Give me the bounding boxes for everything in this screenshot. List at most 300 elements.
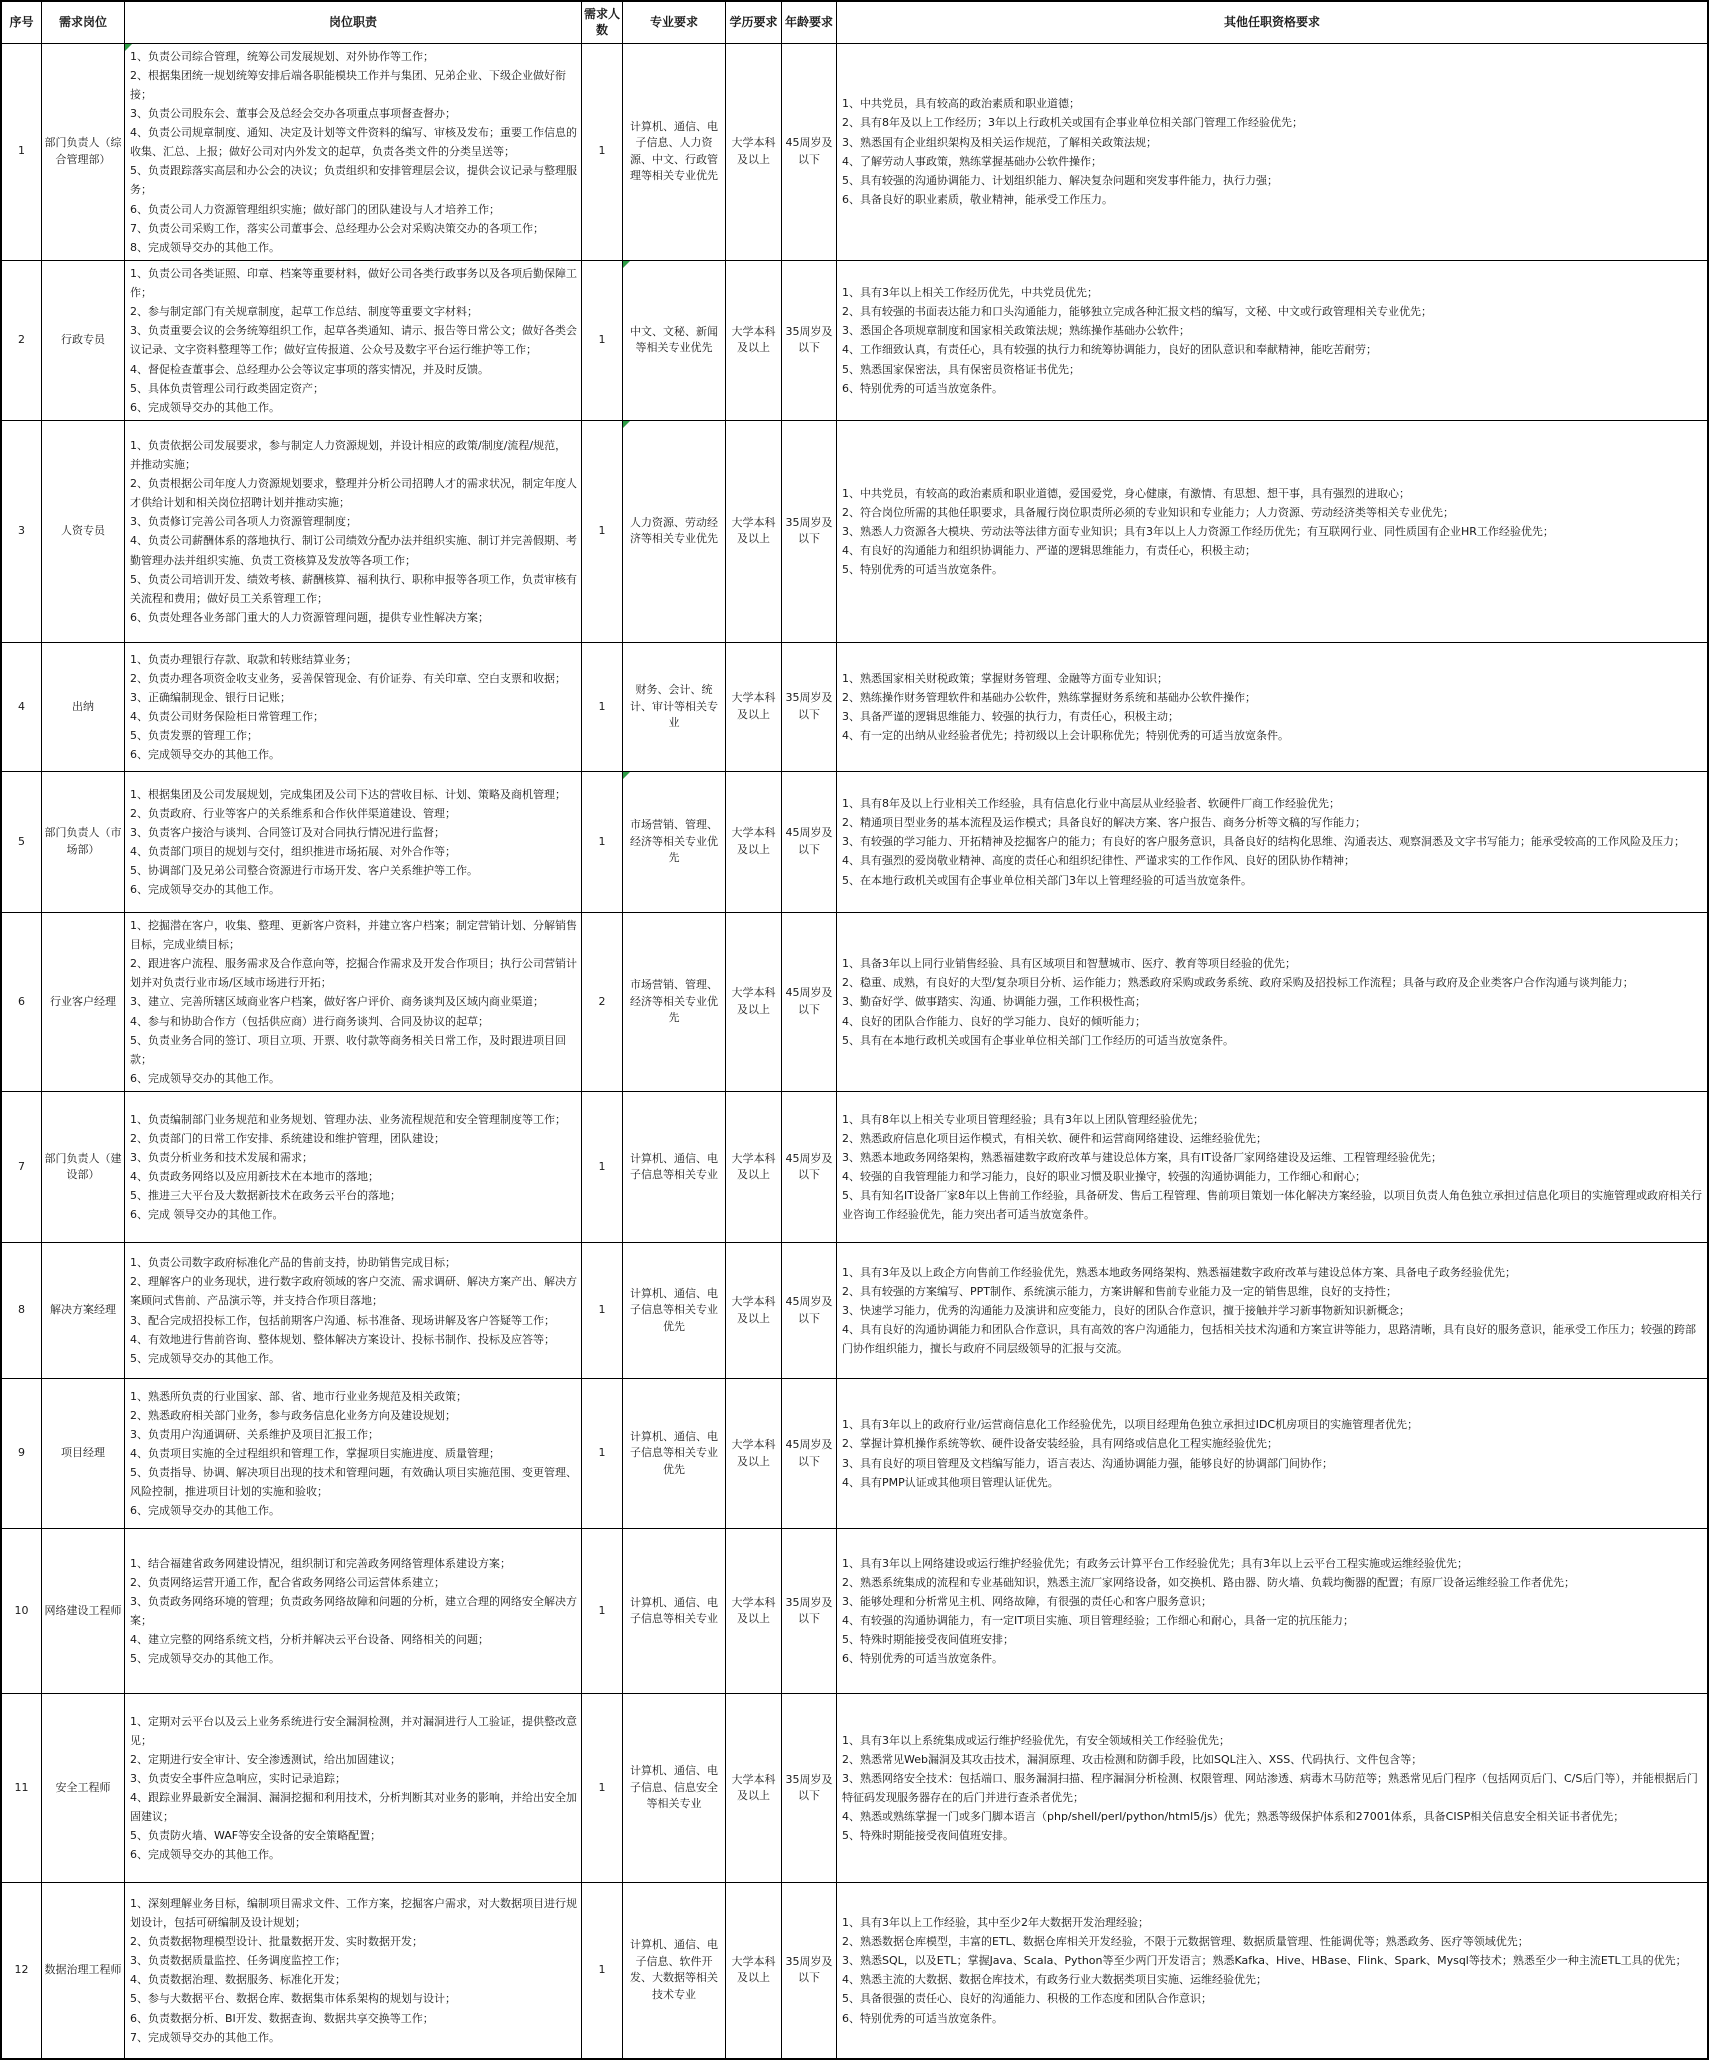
cell-position xyxy=(42,43,125,260)
cell-no xyxy=(1,912,42,1091)
text-line: 2、参与制定部门有关规章制度，起草工作总结、制度等重要文字材料； xyxy=(130,305,478,319)
cell-count-text: 1 xyxy=(598,333,606,347)
cell-major xyxy=(623,1694,726,1883)
text-line: 1、具备3年以上同行业销售经验、具有区域项目和智慧城市、医疗、教育等项目经验的优先； xyxy=(842,957,1296,971)
text-line: 5、负责防火墙、WAF等安全设备的安全策略配置； xyxy=(130,1829,382,1843)
cell-major-text: 计算机、通信、电子信息等相关专业 xyxy=(630,1151,718,1181)
text-line: 4、熟悉主流的大数据、数据仓库技术，有政务行业大数据类项目实施、运维经验优先； xyxy=(842,1973,1267,1987)
cell-major xyxy=(623,642,726,771)
cell-education-text: 大学本科及以上 xyxy=(731,1954,776,1985)
cell-count-text: 1 xyxy=(598,524,606,538)
text-line: 1、负责办理银行存款、取款和转账结算业务； xyxy=(130,652,357,666)
text-line: 3、熟悉网络安全技术：包括端口、服务漏洞扫描、程序漏洞分析检测、权限管理、网站渗透、病毒木马防范等；熟悉常见后门程序（包括网页后门、C/S后门等），并能根据后门特征码发现服务器存在的后门并进行查杀者优先； xyxy=(842,1771,1698,1804)
cell-position-text: 部门负责人（综合管理部） xyxy=(44,136,122,166)
text-line: 2、负责部门的日常工作安排、系统建设和维护管理，团队建设； xyxy=(130,1131,445,1145)
cell-education xyxy=(726,1694,782,1883)
cell-other xyxy=(837,912,1709,1091)
cell-position-text: 部门负责人（建设部） xyxy=(44,1151,122,1181)
cell-other xyxy=(837,1529,1709,1694)
cell-duties xyxy=(125,1092,582,1243)
cell-age-text: 45周岁及以下 xyxy=(785,826,833,856)
cell-count-text: 1 xyxy=(598,1446,606,1460)
cell-no xyxy=(1,1883,42,2059)
cell-education xyxy=(726,1092,782,1243)
cell-education-text: 大学本科及以上 xyxy=(731,986,776,1016)
cell-other xyxy=(837,1883,1709,2059)
cell-position xyxy=(42,1529,125,1694)
cell-education xyxy=(726,420,782,642)
cell-duties xyxy=(125,1529,582,1694)
cell-education-text: 大学本科及以上 xyxy=(731,1295,776,1325)
text-line: 1、具有3年及以上政企方向售前工作经验优先，熟悉本地政务网络架构、熟悉福建数字政府改革与建设总体方案、具备电子政务经验优先； xyxy=(842,1265,1516,1279)
header-age: 年龄要求 xyxy=(782,1,837,43)
cell-age xyxy=(782,642,837,771)
text-line: 2、跟进客户流程、服务需求及合作意向等，挖掘合作需求及开发合作项目；执行公司营销计划并对负责行业市场/区域市场进行开拓； xyxy=(130,957,577,990)
text-line: 4、负责项目实施的全过程组织和管理工作，掌握项目实施进度、质量管理； xyxy=(130,1446,500,1460)
cell-count xyxy=(582,43,623,260)
text-line: 2、负责根据公司年度人力资源规划要求，整理并分析公司招聘人才的需求状况，制定年度人才供给计划和相关岗位招聘计划并推动实施； xyxy=(130,477,577,510)
cell-no xyxy=(1,642,42,771)
cell-no-text: 5 xyxy=(18,834,25,848)
text-line: 1、具有8年以上相关专业项目管理经验；具有3年以上团队管理经验优先； xyxy=(842,1112,1204,1126)
cell-no xyxy=(1,1092,42,1243)
text-line: 6、负责数据分析、BI开发、数据查询、数据共享交换等工作； xyxy=(130,2011,434,2025)
cell-position xyxy=(42,1092,125,1243)
cell-major xyxy=(623,1529,726,1694)
cell-age-text: 45周岁及以下 xyxy=(785,1151,833,1181)
cell-count xyxy=(582,1243,623,1379)
header-row xyxy=(1,1,1708,43)
cell-count xyxy=(582,1529,623,1694)
cell-age xyxy=(782,1694,837,1883)
text-line: 5、参与大数据平台、数据仓库、数据集市体系架构的规划与设计； xyxy=(130,1992,456,2006)
text-line: 7、完成领导交办的其他工作。 xyxy=(130,2030,280,2044)
text-line: 5、在本地行政机关或国有企事业单位相关部门3年以上管理经验的可适当放宽条件。 xyxy=(842,873,1252,887)
text-line: 2、熟练操作财务管理软件和基础办公软件，熟练掌握财务系统和基础办公软件操作； xyxy=(842,690,1256,704)
header-other: 其他任职资格要求 xyxy=(837,1,1709,43)
cell-education-text: 大学本科及以上 xyxy=(731,1151,776,1181)
cell-major xyxy=(623,1883,726,2059)
cell-major xyxy=(623,912,726,1091)
cell-age-text: 45周岁及以下 xyxy=(785,136,833,166)
cell-age xyxy=(782,1092,837,1243)
text-line: 4、了解劳动人事政策，熟练掌握基础办公软件操作； xyxy=(842,154,1102,168)
cell-count-text: 1 xyxy=(598,1603,606,1617)
text-line: 2、理解客户的业务现状，进行数字政府领域的客户交流、需求调研、解决方案产出、解决方案顾问式售前、产品演示等，并支持合作项目落地； xyxy=(130,1275,577,1308)
cell-major xyxy=(623,420,726,642)
text-line: 4、较强的自我管理能力和学习能力，良好的职业习惯及职业操守，较强的沟通协调能力，工作细心和耐心； xyxy=(842,1170,1366,1183)
cell-education xyxy=(726,43,782,260)
text-line: 2、熟悉政府相关部门业务，参与政务信息化业务方向及建设规划； xyxy=(130,1408,456,1422)
text-line: 5、负责业务合同的签订、项目立项、开票、收付款等商务相关日常工作，及时跟进项目回款； xyxy=(130,1033,566,1066)
cell-age-text: 45周岁及以下 xyxy=(785,1295,833,1325)
cell-no xyxy=(1,1694,42,1883)
cell-duties xyxy=(125,1379,582,1529)
text-line: 1、具有3年以上工作经验，其中至少2年大数据开发治理经验； xyxy=(842,1915,1149,1929)
cell-education-text: 大学本科及以上 xyxy=(731,515,776,546)
cell-major xyxy=(623,260,726,420)
cell-age xyxy=(782,1529,837,1694)
cell-position xyxy=(42,1379,125,1529)
text-line: 5、特别优秀的可适当放宽条件。 xyxy=(842,563,1003,577)
text-line: 4、具有PMP认证或其他项目管理认证优先。 xyxy=(842,1475,1059,1489)
cell-position xyxy=(42,1883,125,2059)
cell-position xyxy=(42,420,125,642)
text-line: 6、完成领导交办的其他工作。 xyxy=(130,1071,280,1085)
text-line: 2、具有较强的书面表达能力和口头沟通能力，能够独立完成各种汇报文档的编写，文秘、中文或行政管理相关专业优先； xyxy=(842,305,1432,319)
text-line: 6、完成领导交办的其他工作。 xyxy=(130,400,280,414)
cell-major xyxy=(623,43,726,260)
excel-marker-icon xyxy=(623,772,630,779)
text-line: 4、具有良好的沟通协调能力和团队合作意识，具有高效的客户沟通能力，包括相关技术沟通和方案宣讲等能力，思路清晰，具有良好的服务意识，能承受工作压力；较强的跨部门协作组织能力，擅长与政府不同层级领导的汇报与交流。 xyxy=(842,1323,1696,1356)
cell-major-text: 计算机、通信、电子信息、信息安全等相关专业 xyxy=(630,1764,718,1811)
text-line: 4、督促检查董事会、总经理办公会等议定事项的落实情况，并及时反馈。 xyxy=(130,362,489,376)
table-body xyxy=(1,43,1708,2059)
cell-age-text: 35周岁及以下 xyxy=(785,1954,833,1985)
cell-position-text: 部门负责人（市场部） xyxy=(44,826,122,856)
cell-position xyxy=(42,1694,125,1883)
text-line: 3、负责修订完善公司各项人力资源管理制度； xyxy=(130,515,357,529)
text-line: 3、负责用户沟通调研、关系维护及项目汇报工作； xyxy=(130,1427,379,1441)
text-line: 3、熟悉人力资源各大模块、劳动法等法律方面专业知识；具有3年以上人力资源工作经历优先；有互联网行业、同性质国有企业HR工作经验优先； xyxy=(842,524,1554,538)
cell-age-text: 45周岁及以下 xyxy=(785,1438,833,1468)
cell-age-text: 35周岁及以下 xyxy=(785,324,833,355)
text-line: 6、完成领导交办的其他工作。 xyxy=(130,1504,280,1518)
text-line: 6、完成 领导交办的其他工作。 xyxy=(130,1208,284,1222)
text-line: 2、具有较强的方案编写、PPT制作、系统演示能力，方案讲解和售前专业能力及一定的销售思维，良好的支持性； xyxy=(842,1284,1397,1298)
text-line: 6、完成领导交办的其他工作。 xyxy=(130,883,280,897)
cell-position-text: 数据治理工程师 xyxy=(44,1963,122,1976)
text-line: 1、负责依据公司发展要求，参与制定人力资源规划，并设计相应的政策/制度/流程/规范，并推动实施； xyxy=(130,438,567,471)
text-line: 5、负责跟踪落实高层和办公会的决议；负责组织和安排管理层会议，提供会议记录与整理服务； xyxy=(130,164,577,197)
text-line: 4、负责公司规章制度、通知、决定及计划等文件资料的编写、审核及发布；重要工作信息的收集、汇总、上报；做好公司对内外发文的起草，负责各类文件的分类呈送等； xyxy=(130,126,577,159)
cell-position xyxy=(42,642,125,771)
text-line: 6、特别优秀的可适当放宽条件。 xyxy=(842,1652,1003,1666)
cell-count-text: 1 xyxy=(598,1963,606,1976)
text-line: 4、工作细致认真，有责任心，具有较强的执行力和统筹协调能力，良好的团队意识和奉献精神，能吃苦耐劳； xyxy=(842,343,1377,357)
cell-position-text: 安全工程师 xyxy=(55,1780,111,1794)
cell-other xyxy=(837,1694,1709,1883)
header-count: 需求人数 xyxy=(582,1,623,43)
text-line: 3、具备严谨的逻辑思维能力、较强的执行力，有责任心，积极主动； xyxy=(842,709,1179,723)
cell-other xyxy=(837,1092,1709,1243)
cell-count xyxy=(582,260,623,420)
cell-no-text: 8 xyxy=(18,1303,25,1317)
text-line: 6、完成领导交办的其他工作。 xyxy=(130,748,280,762)
cell-education xyxy=(726,1529,782,1694)
text-line: 1、负责公司综合管理，统筹公司发展规划、对外协作等工作； xyxy=(130,49,434,63)
text-line: 5、负责发票的管理工作； xyxy=(130,729,258,742)
text-line: 1、负责公司数字政府标准化产品的售前支持，协助销售完成目标； xyxy=(130,1256,456,1270)
cell-major-text: 市场营销、管理、经济等相关专业优先 xyxy=(630,818,718,865)
cell-age-text: 45周岁及以下 xyxy=(785,986,833,1016)
text-line: 4、跟踪业界最新安全漏洞、漏洞挖掘和利用技术，分析判断其对业务的影响，并给出安全加固建议； xyxy=(130,1791,577,1824)
text-line: 3、能够处理和分析常见主机、网络故障，有很强的责任心和客户服务意识； xyxy=(842,1594,1212,1608)
cell-duties xyxy=(125,260,582,420)
cell-education xyxy=(726,1379,782,1529)
cell-duties xyxy=(125,1694,582,1883)
cell-duties xyxy=(125,912,582,1091)
text-line: 2、定期进行安全审计、安全渗透测试，给出加固建议； xyxy=(130,1752,401,1766)
cell-no-text: 3 xyxy=(18,524,25,538)
text-line: 4、有较强的沟通协调能力，有一定IT项目实施、项目管理经验；工作细心和耐心，具备一定的抗压能力； xyxy=(842,1614,1354,1627)
text-line: 1、熟悉所负责的行业国家、部、省、地市行业业务规范及相关政策； xyxy=(130,1389,467,1403)
cell-age-text: 35周岁及以下 xyxy=(785,1595,833,1625)
text-line: 4、负责数据治理、数据服务、标准化开发； xyxy=(130,1973,346,1987)
cell-other xyxy=(837,420,1709,642)
text-line: 4、负责公司财务保险柜日常管理工作； xyxy=(130,709,324,723)
cell-no-text: 7 xyxy=(18,1159,25,1173)
text-line: 3、熟悉国有企业组织架构及相关运作规范，了解相关政策法规； xyxy=(842,135,1157,149)
text-line: 6、负责处理各业务部门重大的人力资源管理问题，提供专业性解决方案； xyxy=(130,610,489,624)
cell-duties xyxy=(125,1883,582,2059)
table-row xyxy=(1,1379,1708,1529)
cell-education-text: 大学本科及以上 xyxy=(731,324,776,355)
cell-education-text: 大学本科及以上 xyxy=(731,1772,776,1802)
cell-major-text: 计算机、通信、电子信息等相关专业优先 xyxy=(630,1429,718,1476)
header-no: 序号 xyxy=(1,1,42,43)
cell-other xyxy=(837,1243,1709,1379)
cell-age-text: 35周岁及以下 xyxy=(785,515,833,546)
cell-position-text: 解决方案经理 xyxy=(50,1303,116,1317)
cell-education-text: 大学本科及以上 xyxy=(731,136,776,166)
text-line: 3、熟悉本地政务网络架构，熟悉福建数字政府改革与建设总体方案，具有IT设备厂家网络建设及运维、工程管理经验优先； xyxy=(842,1150,1442,1164)
text-line: 4、良好的团队合作能力、良好的学习能力、良好的倾听能力； xyxy=(842,1014,1146,1028)
text-line: 2、符合岗位所需的其他任职要求，具备履行岗位职责所必须的专业知识和专业能力；人力资源、劳动经济类等相关专业优先； xyxy=(842,505,1454,519)
text-line: 2、负责网络运营开通工作，配合省政务网络公司运营体系建立； xyxy=(130,1575,445,1589)
cell-count xyxy=(582,642,623,771)
cell-position-text: 人资专员 xyxy=(61,524,105,538)
text-line: 2、熟悉系统集成的流程和专业基础知识，熟悉主流厂家网络设备，如交换机、路由器、防火墙、负载均衡器的配置；有原厂设备运维经验工作者优先； xyxy=(842,1575,1575,1589)
text-line: 4、负责公司薪酬体系的落地执行、制订公司绩效分配办法并组织实施、制订并完善假期、考勤管理办法并组织实施、负责工资核算及发放等各项工作； xyxy=(130,534,577,567)
cell-count-text: 2 xyxy=(598,994,606,1008)
text-line: 1、具有8年及以上行业相关工作经验，具有信息化行业中高层从业经验者、软硬件厂商工作经验优先； xyxy=(842,797,1340,811)
cell-no-text: 6 xyxy=(18,994,25,1008)
text-line: 2、具有8年及以上工作经历；3年以上行政机关或国有企事业单位相关部门管理工作经验优先； xyxy=(842,116,1303,130)
cell-education-text: 大学本科及以上 xyxy=(731,691,776,721)
cell-no-text: 9 xyxy=(18,1446,25,1460)
text-line: 7、负责公司采购工作，落实公司董事会、总经理办公会对采购决策交办的各项工作； xyxy=(130,221,544,235)
text-line: 2、熟悉数据仓库模型，丰富的ETL、数据仓库相关开发经验，不限于元数据管理、数据质量管理、性能调优等；熟悉政务、医疗等领域优先； xyxy=(842,1935,1529,1948)
cell-education-text: 大学本科及以上 xyxy=(731,1595,776,1625)
text-line: 4、负责政务网络以及应用新技术在本地市的落地； xyxy=(130,1170,379,1183)
text-line: 2、负责办理各项资金收支业务，妥善保管现金、有价证券、有关印章、空白支票和收据； xyxy=(130,671,566,685)
text-line: 2、熟悉政府信息化项目运作模式，有相关软、硬件和运营商网络建设、运维经验优先； xyxy=(842,1131,1267,1145)
text-line: 2、根据集团统一规划统筹安排后端各职能模块工作并与集团、兄弟企业、下级企业做好衔接； xyxy=(130,68,566,101)
text-line: 4、具有强烈的爱岗敬业精神、高度的责任心和组织纪律性、严谨求实的工作作风、良好的团队协作精神； xyxy=(842,854,1355,868)
cell-position-text: 项目经理 xyxy=(61,1446,105,1460)
table-row xyxy=(1,1694,1708,1883)
header-duties: 岗位职责 xyxy=(125,1,582,43)
cell-no xyxy=(1,260,42,420)
table-row xyxy=(1,1883,1708,2059)
cell-position xyxy=(42,912,125,1091)
header-education: 学历要求 xyxy=(726,1,782,43)
cell-position-text: 行业客户经理 xyxy=(50,994,116,1008)
cell-major-text: 计算机、通信、电子信息、人力资源、中文、行政管理等相关专业优先 xyxy=(630,119,718,183)
table-row xyxy=(1,420,1708,642)
text-line: 6、负责公司人力资源管理组织实施；做好部门的团队建设与人才培养工作； xyxy=(130,202,500,216)
cell-no-text: 12 xyxy=(14,1963,29,1976)
cell-major xyxy=(623,771,726,912)
cell-duties xyxy=(125,1243,582,1379)
text-line: 5、完成领导交办的其他工作。 xyxy=(130,1351,280,1365)
cell-position-text: 行政专员 xyxy=(61,333,105,347)
cell-no xyxy=(1,420,42,642)
cell-no xyxy=(1,1379,42,1529)
text-line: 3、建立、完善所辖区域商业客户档案，做好客户评价、商务谈判及区域内商业渠道； xyxy=(130,995,544,1009)
cell-count-text: 1 xyxy=(598,834,606,848)
cell-major-text: 财务、会计、统计、审计等相关专业 xyxy=(630,683,718,730)
text-line: 3、负责客户接洽与谈判、合同签订及对合同执行情况进行监督； xyxy=(130,825,445,839)
cell-duties xyxy=(125,420,582,642)
cell-duties xyxy=(125,642,582,771)
text-line: 5、具有在本地行政机关或国有企事业单位相关部门工作经历的可适当放宽条件。 xyxy=(842,1033,1234,1047)
cell-no-text: 10 xyxy=(14,1603,29,1617)
cell-major-text: 人力资源、劳动经济等相关专业优先 xyxy=(630,515,718,546)
cell-other xyxy=(837,642,1709,771)
text-line: 2、稳重、成熟，有良好的大型/复杂项目分析、运作能力；熟悉政府采购或政务系统、政府采购及招投标工作流程；具备与政府及企业类客户合作沟通与谈判能力； xyxy=(842,976,1634,990)
text-line: 1、结合福建省政务网建设情况，组织制订和完善政务网络管理体系建设方案； xyxy=(130,1556,511,1570)
text-line: 3、具有良好的项目管理及文档编写能力，语言表达、沟通协调能力强，能够良好的协调部门间协作； xyxy=(842,1456,1333,1470)
text-line: 6、具备良好的职业素质，敬业精神，能承受工作压力。 xyxy=(842,192,1113,206)
text-line: 1、深刻理解业务目标，编制项目需求文件、工作方案，挖掘客户需求，对大数据项目进行规划设计，包括可研编制及设计规划； xyxy=(130,1896,577,1929)
header-major: 专业要求 xyxy=(623,1,726,43)
cell-count-text: 1 xyxy=(598,144,606,158)
cell-other xyxy=(837,1379,1709,1529)
text-line: 3、负责公司股东会、董事会及总经会交办各项重点事项督查督办； xyxy=(130,106,456,120)
text-line: 1、根据集团及公司发展规划，完成集团及公司下达的营收目标、计划、策略及商机管理； xyxy=(130,787,566,801)
text-line: 3、负责安全事件应急响应，实时记录追踪； xyxy=(130,1771,346,1785)
text-line: 1、定期对云平台以及云上业务系统进行安全漏洞检测，并对漏洞进行人工验证，提供整改意见； xyxy=(130,1714,577,1747)
cell-count-text: 1 xyxy=(598,1159,606,1173)
text-line: 1、熟悉国家相关财税政策；掌握财务管理、金融等方面专业知识； xyxy=(842,671,1168,685)
cell-age xyxy=(782,1243,837,1379)
cell-no xyxy=(1,43,42,260)
text-line: 1、具有3年以上相关工作经历优先，中共党员优先； xyxy=(842,286,1098,299)
text-line: 5、具体负责管理公司行政类固定资产； xyxy=(130,381,324,395)
text-line: 6、特别优秀的可适当放宽条件。 xyxy=(842,2011,1003,2025)
table-header xyxy=(1,1,1708,43)
cell-count xyxy=(582,1694,623,1883)
cell-position xyxy=(42,1243,125,1379)
cell-age-text: 35周岁及以下 xyxy=(785,1772,833,1802)
cell-count-text: 1 xyxy=(598,699,606,713)
cell-age xyxy=(782,912,837,1091)
table-row xyxy=(1,260,1708,420)
text-line: 1、中共党员，有较高的政治素质和职业道德，爱国爱党，身心健康，有激情、有思想、想干事，具有强烈的进取心； xyxy=(842,486,1410,500)
cell-education-text: 大学本科及以上 xyxy=(731,826,776,856)
cell-major xyxy=(623,1379,726,1529)
cell-age xyxy=(782,1379,837,1529)
cell-position xyxy=(42,260,125,420)
header-position: 需求岗位 xyxy=(42,1,125,43)
cell-count xyxy=(582,420,623,642)
cell-no xyxy=(1,771,42,912)
cell-position xyxy=(42,771,125,912)
text-line: 1、具有3年以上系统集成或运行维护经验优先，有安全领域相关工作经验优先； xyxy=(842,1733,1230,1747)
cell-major-text: 计算机、通信、电子信息等相关专业 xyxy=(630,1595,718,1625)
cell-education xyxy=(726,771,782,912)
cell-count-text: 1 xyxy=(598,1780,606,1794)
cell-education-text: 大学本科及以上 xyxy=(731,1438,776,1468)
cell-no-text: 2 xyxy=(18,333,25,347)
text-line: 3、正确编制现金、银行日记账； xyxy=(130,690,291,704)
text-line: 1、挖掘潜在客户，收集、整理、更新客户资料，并建立客户档案；制定营销计划、分解销售目标，完成业绩目标； xyxy=(130,918,577,951)
cell-duties xyxy=(125,771,582,912)
cell-major-text: 市场营销、管理、经济等相关专业优先 xyxy=(630,978,718,1025)
text-line: 3、有较强的学习能力、开拓精神及挖掘客户的能力；有良好的客户服务意识，具备良好的结构化思维、沟通表达、观察洞悉及文字书写能力；能承受较高的工作风险及压力； xyxy=(842,835,1685,849)
text-line: 1、具有3年以上网络建设或运行维护经验优先；有政务云计算平台工作经验优先；具有3年以上云平台工程实施或运维经验优先； xyxy=(842,1556,1468,1570)
text-line: 4、有效地进行售前咨询、整体规划、整体解决方案设计、投标书制作、投标及应答等； xyxy=(130,1332,555,1346)
text-line: 1、负责编制部门业务规范和业务规划、管理办法、业务流程规范和安全管理制度等工作； xyxy=(130,1112,566,1126)
text-line: 3、悉国企各项规章制度和国家相关政策法规；熟练操作基础办公软件； xyxy=(842,324,1190,338)
text-line: 1、负责公司各类证照、印章、档案等重要材料，做好公司各类行政事务以及各项后勤保障工作； xyxy=(130,266,577,299)
cell-education xyxy=(726,260,782,420)
text-line: 5、协调部门及兄弟公司整合资源进行市场开发、客户关系维护等工作。 xyxy=(130,864,478,877)
text-line: 3、勤奋好学、做事踏实、沟通、协调能力强，工作积极性高； xyxy=(842,995,1146,1009)
cell-age-text: 35周岁及以下 xyxy=(785,691,833,721)
text-line: 6、特别优秀的可适当放宽条件。 xyxy=(842,381,1003,395)
cell-major-text: 计算机、通信、电子信息、软件开发、大数据等相关技术专业 xyxy=(630,1938,718,2001)
text-line: 3、负责政务网络环境的管理；负责政务网络故障和问题的分析，建立合理的网络安全解决方案； xyxy=(130,1594,577,1627)
text-line: 3、熟悉SQL，以及ETL；掌握Java、Scala、Python等至少两门开发语言；熟悉Kafka、Hive、HBase、Flink、Spark、Mysql等技术；熟悉至少一种主流ETL工具的优先； xyxy=(842,1954,1687,1968)
cell-no-text: 11 xyxy=(14,1780,29,1794)
cell-age xyxy=(782,1883,837,2059)
text-line: 6、完成领导交办的其他工作。 xyxy=(130,1848,280,1862)
text-line: 5、推进三大平台及大数据新技术在政务云平台的落地； xyxy=(130,1189,401,1203)
text-line: 4、熟悉或熟练掌握一门或多门脚本语言（php/shell/perl/python/html5/js）优先；熟悉等级保护体系和27001体系，具备CISP相关信息安全相关证书者优先； xyxy=(842,1810,1625,1824)
text-line: 3、快速学习能力，优秀的沟通能力及演讲和应变能力，良好的团队合作意识，擅于接触并学习新事物新知识新概念； xyxy=(842,1303,1410,1317)
table-row xyxy=(1,43,1708,260)
text-line: 4、有良好的沟通能力和组织协调能力、严谨的逻辑思维能力，有责任心，积极主动； xyxy=(842,543,1256,557)
text-line: 8、完成领导交办的其他工作。 xyxy=(130,240,280,254)
cell-position-text: 网络建设工程师 xyxy=(44,1603,122,1617)
text-line: 2、掌握计算机操作系统等软、硬件设备安装经验，具有网络或信息化工程实施经验优先； xyxy=(842,1437,1278,1451)
cell-count-text: 1 xyxy=(598,1303,606,1317)
cell-major-text: 中文、文秘、新闻等相关专业优先 xyxy=(630,324,718,355)
text-line: 4、建立完整的网络系统文档，分析并解决云平台设备、网络相关的问题； xyxy=(130,1633,489,1647)
cell-position-text: 出纳 xyxy=(72,699,94,713)
cell-count xyxy=(582,1883,623,2059)
text-line: 3、负责数据质量监控、任务调度监控工作； xyxy=(130,1954,346,1968)
cell-major-text: 计算机、通信、电子信息等相关专业优先 xyxy=(630,1286,718,1333)
text-line: 5、具有知名IT设备厂家8年以上售前工作经验，具备研发、售后工程管理、售前项目策划一体化解决方案经验，以项目负责人角色独立承担过信息化项目的实施管理或政府相关行业咨询工作经验优先，能力突出者可适当放宽条件。 xyxy=(842,1189,1702,1222)
table-row xyxy=(1,1529,1708,1694)
cell-no xyxy=(1,1243,42,1379)
text-line: 3、负责分析业务和技术发展和需求； xyxy=(130,1150,313,1164)
cell-other xyxy=(837,771,1709,912)
cell-age xyxy=(782,43,837,260)
text-line: 5、完成领导交办的其他工作。 xyxy=(130,1652,280,1666)
table-row xyxy=(1,912,1708,1091)
cell-major xyxy=(623,1243,726,1379)
cell-major xyxy=(623,1092,726,1243)
cell-education xyxy=(726,912,782,1091)
text-line: 1、中共党员，具有较高的政治素质和职业道德； xyxy=(842,97,1080,111)
excel-marker-icon xyxy=(623,421,630,428)
text-line: 2、熟悉常见Web漏洞及其攻击技术，漏洞原理、攻击检测和防御手段，比如SQL注入、XSS、代码执行、文件包含等； xyxy=(842,1752,1423,1766)
table-row xyxy=(1,1092,1708,1243)
cell-other xyxy=(837,43,1709,260)
text-line: 2、精通项目型业务的基本流程及运作模式；具备良好的解决方案、客户报告、商务分析等文稿的写作能力； xyxy=(842,816,1366,830)
cell-education xyxy=(726,642,782,771)
cell-age xyxy=(782,420,837,642)
cell-duties xyxy=(125,43,582,260)
cell-age xyxy=(782,260,837,420)
cell-no-text: 1 xyxy=(18,144,25,158)
cell-count xyxy=(582,771,623,912)
